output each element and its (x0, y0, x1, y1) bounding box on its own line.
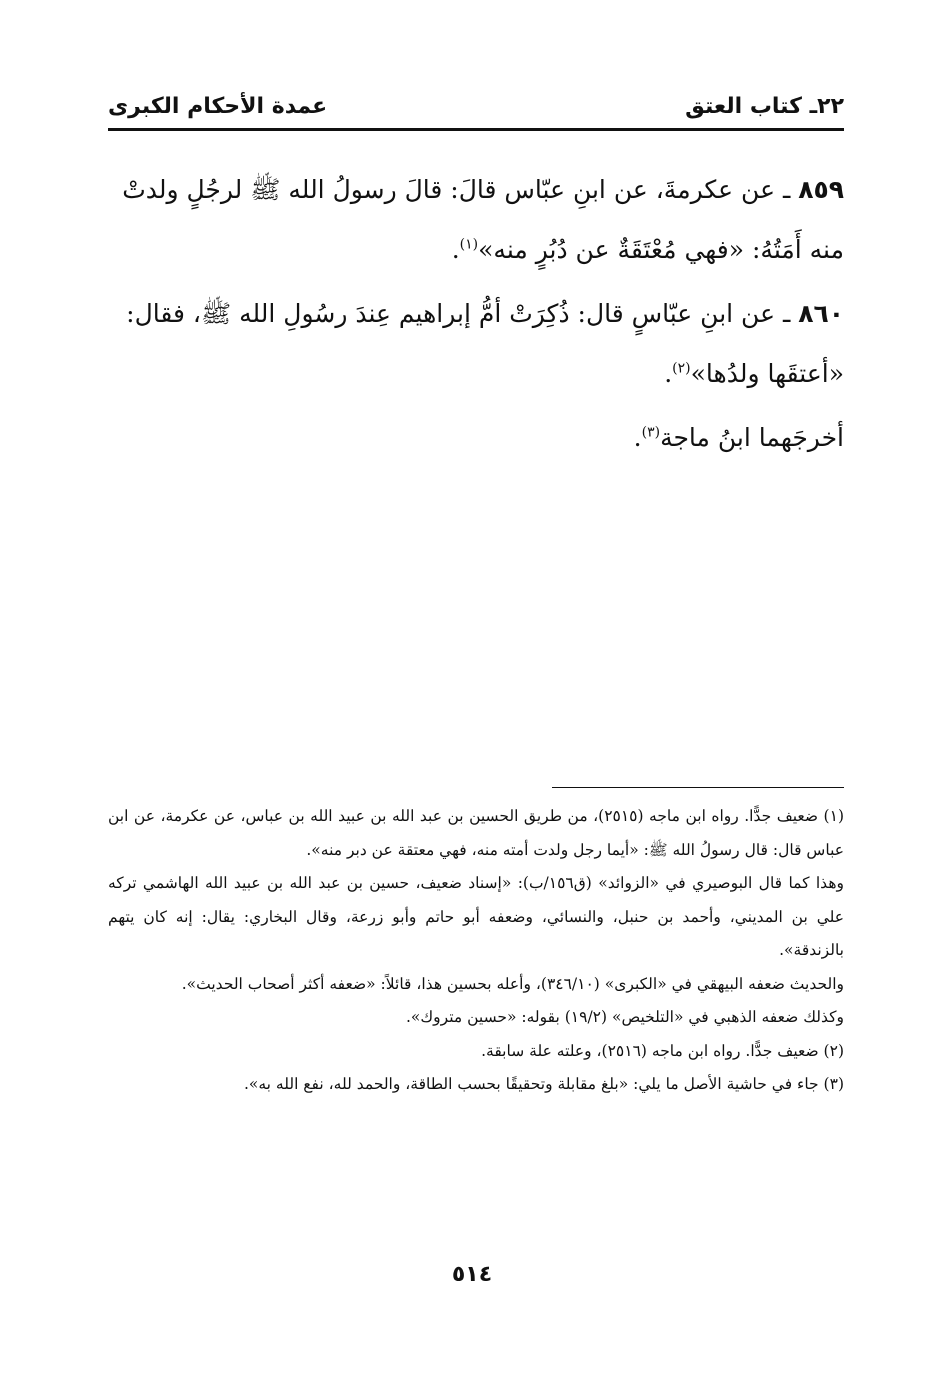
page-number: ٥١٤ (451, 1262, 493, 1287)
closing-text: أخرجَهما ابنُ ماجة (660, 423, 844, 452)
hadith-end: . (451, 235, 460, 264)
closing-end: . (633, 423, 642, 452)
footnote-1-cont-a: وهذا كما قال البوصيري في «الزوائد» (ق١٥٦/ب): «إسناد ضعيف، حسين بن عبد الله بن عبيد الله الهاشمي تركه علي بن المديني، وأحمد بن حنبل، والنسائي، وضعفه أبو حاتم وأبو زرعة، وقال البخاري: يقال: إنه كان يتهم بالزندقة». (108, 874, 844, 959)
hadith-859 (108, 160, 844, 280)
hadith-end: . (664, 359, 673, 388)
hadith-text: ـ عن ابنِ عبّاسٍ قال: ذُكِرَتْ أمُّ إبراهيم عِندَ رسُولِ الله ﷺ، فقال: «أعتقَها ولدُها» (126, 299, 844, 388)
closing-note (108, 408, 844, 468)
running-header (108, 92, 844, 131)
main-text (108, 160, 844, 472)
hadith-860 (108, 284, 844, 404)
footnote-1: (١) ضعيف جدًّا. رواه ابن ماجه (٢٥١٥)، من طريق الحسين بن عبد الله بن عبيد الله بن عباس، عن عكرمة، عن ابن عباس قال: قال رسولُ الله ﷺ: «أيما رجل ولدت أمته منه، فهي معتقة عن دبر منه». (108, 807, 844, 859)
footnote-1-cont-c: وكذلك ضعفه الذهبي في «التلخيص» (١٩/٢) بقوله: «حسين متروك». (405, 1008, 844, 1026)
footnote-3: (٣) جاء في حاشية الأصل ما يلي: «بلغ مقابلة وتحقيقًا بحسب الطاقة، والحمد لله، نفع الله به». (243, 1075, 844, 1093)
footnote-separator (552, 787, 844, 788)
footnote-1-cont-b: والحديث ضعفه البيهقي في «الكبرى» (٣٤٦/١٠)، وأعله بحسين هذا، قائلاً: «ضعفه أكثر أصحاب الحديث». (181, 974, 844, 993)
footnote-ref: (٢) (672, 360, 691, 377)
chapter-title: ٢٢ـ كتاب العتق (685, 94, 844, 119)
footnotes (108, 800, 844, 1102)
footnote-2: (٢) ضعيف جدًّا. رواه ابن ماجه (٢٥١٦)، وعلته علة سابقة. (481, 1041, 844, 1060)
book-title: عمدة الأحكام الكبرى (108, 94, 328, 119)
footnote-ref: (١) (459, 236, 479, 253)
footnote-ref: (٣) (641, 424, 661, 441)
hadith-number: ٨٦٠ (798, 299, 844, 328)
hadith-text: ـ عن عكرمةَ، عن ابنِ عبّاس قالَ: قالَ رسولُ الله ﷺ لرجُلٍ ولدتْ منه أَمَتُهُ: «فهي مُعْتَقَةٌ عن دُبُرٍ منه» (122, 175, 844, 264)
hadith-number: ٨٥٩ (798, 175, 844, 204)
